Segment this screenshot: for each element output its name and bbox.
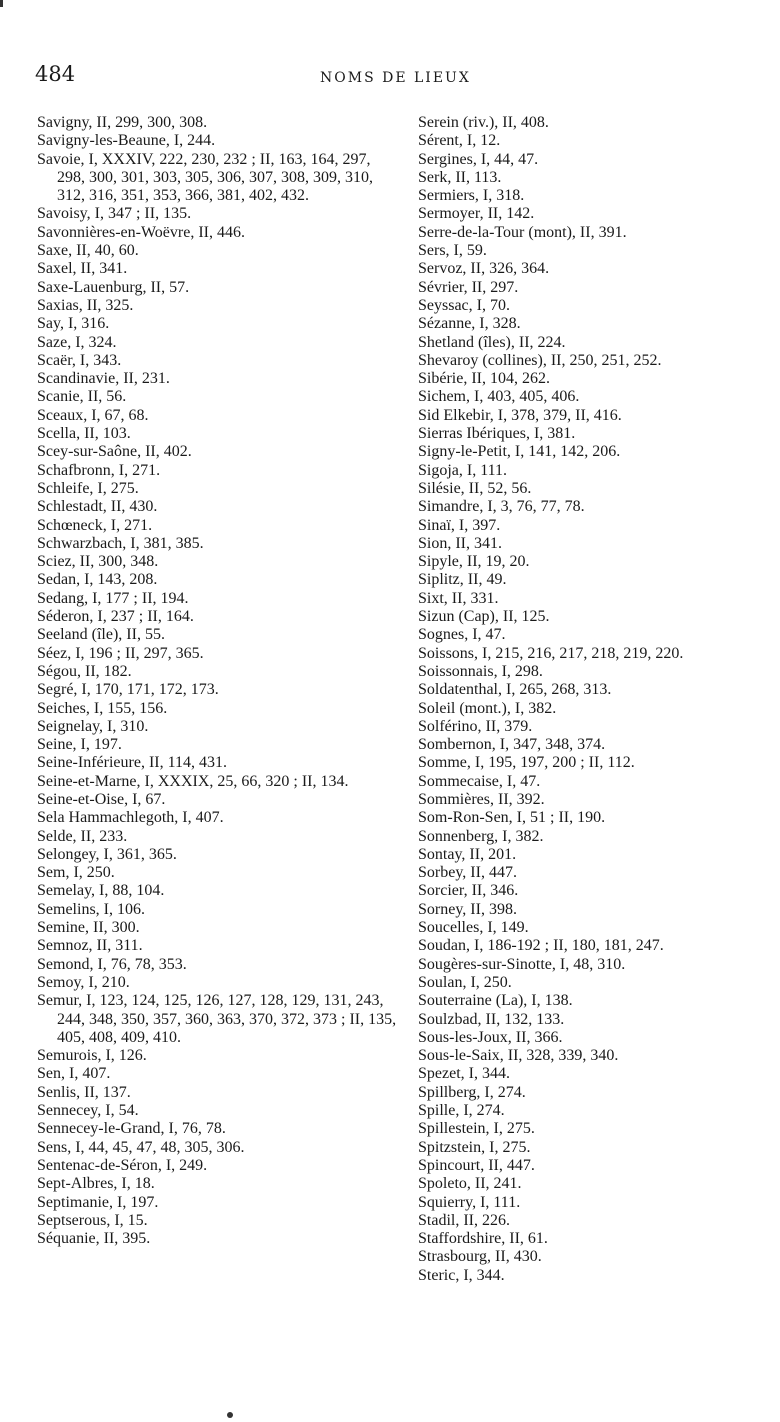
index-entry: Sognes, I, 47. bbox=[418, 626, 506, 644]
index-entry: Siplitz, II, 49. bbox=[418, 571, 507, 589]
index-entry: Sommières, II, 392. bbox=[418, 790, 545, 808]
index-entry: Sonnenberg, I, 382. bbox=[418, 827, 544, 845]
index-entry: Sontay, II, 201. bbox=[418, 845, 517, 863]
index-entry: Scey-sur-Saône, II, 402. bbox=[37, 443, 192, 461]
index-entry: Semur, I, 123, 124, 125, 126, 127, 128, 129, 131, 243, 244, 348, 350, 357, 360, 363, 370, 372, 373 ; II, 135, 405, 408, 409, 410. bbox=[37, 992, 397, 1046]
page-number: 484 bbox=[35, 62, 76, 86]
index-entry: Soulan, I, 250. bbox=[418, 973, 512, 991]
index-entry: Spitzstein, I, 275. bbox=[418, 1138, 531, 1156]
index-entry: Staffordshire, II, 61. bbox=[418, 1230, 548, 1248]
index-entry: Seiches, I, 155, 156. bbox=[37, 699, 168, 717]
index-entry: Seine, I, 197. bbox=[37, 736, 122, 754]
index-entry: Schlestadt, II, 430. bbox=[37, 498, 158, 516]
index-entry: Scanie, II, 56. bbox=[37, 388, 127, 406]
index-entry: Septserous, I, 15. bbox=[37, 1211, 148, 1229]
index-entry: Spoleto, II, 241. bbox=[418, 1175, 522, 1193]
index-entry: Sigoja, I, 111. bbox=[418, 461, 508, 479]
index-entry: Ségou, II, 182. bbox=[37, 662, 132, 680]
index-entry: Seeland (île), II, 55. bbox=[37, 626, 165, 644]
index-entry: Sixt, II, 331. bbox=[418, 589, 499, 607]
index-entry: Schœneck, I, 271. bbox=[37, 516, 153, 534]
index-entry: Soleil (mont.), I, 382. bbox=[418, 699, 557, 717]
index-entry: Scaër, I, 343. bbox=[37, 351, 122, 369]
index-entry: Sévrier, II, 297. bbox=[418, 278, 519, 296]
index-entry: Soulzbad, II, 132, 133. bbox=[418, 1010, 565, 1028]
index-entry: Sennecey-le-Grand, I, 76, 78. bbox=[37, 1120, 226, 1138]
index-entry: Simandre, I, 3, 76, 77, 78. bbox=[418, 498, 585, 516]
index-entry: Septimanie, I, 197. bbox=[37, 1193, 159, 1211]
index-entry: Sedan, I, 143, 208. bbox=[37, 571, 158, 589]
index-entry: Selde, II, 233. bbox=[37, 827, 128, 845]
index-entry: Servoz, II, 326, 364. bbox=[418, 260, 550, 278]
index-entry: Soissonnais, I, 298. bbox=[418, 662, 543, 680]
index-entry: Sept-Albres, I, 18. bbox=[37, 1175, 155, 1193]
index-entry: Senlis, II, 137. bbox=[37, 1083, 131, 1101]
scan-mark-top bbox=[0, 0, 3, 7]
running-title: NOMS DE LIEUX bbox=[320, 70, 471, 86]
index-entry: Seine-et-Marne, I, XXXIX, 25, 66, 320 ; II, 134. bbox=[37, 772, 349, 790]
index-column-left bbox=[37, 114, 397, 1248]
index-entry: Shetland (îles), II, 224. bbox=[418, 333, 566, 351]
index-entry: Sinaï, I, 397. bbox=[418, 516, 501, 534]
index-entry: Savigny-les-Beaune, I, 244. bbox=[37, 132, 216, 150]
index-entry: Sergines, I, 44, 47. bbox=[418, 150, 539, 168]
index-entry: Saxe, II, 40, 60. bbox=[37, 242, 139, 260]
index-entry: Serk, II, 113. bbox=[418, 168, 502, 186]
index-entry: Shevaroy (collines), II, 250, 251, 252. bbox=[418, 351, 662, 369]
index-entry: Saxias, II, 325. bbox=[37, 296, 134, 314]
index-entry: Schwarzbach, I, 381, 385. bbox=[37, 534, 204, 552]
index-entry: Sézanne, I, 328. bbox=[418, 315, 521, 333]
index-entry: Seine-et-Oise, I, 67. bbox=[37, 790, 166, 808]
index-entry: Spillestein, I, 275. bbox=[418, 1120, 535, 1138]
index-entry: Sombernon, I, 347, 348, 374. bbox=[418, 736, 606, 754]
index-entry: Silésie, II, 52, 56. bbox=[418, 479, 532, 497]
index-entry: Spille, I, 274. bbox=[418, 1102, 505, 1120]
index-entry: Séquanie, II, 395. bbox=[37, 1230, 151, 1248]
index-entry: Schleife, I, 275. bbox=[37, 479, 139, 497]
index-entry: Saxel, II, 341. bbox=[37, 260, 128, 278]
index-entry: Scella, II, 103. bbox=[37, 425, 131, 443]
index-entry: Squierry, I, 111. bbox=[418, 1193, 521, 1211]
index-entry: Spincourt, II, 447. bbox=[418, 1156, 535, 1174]
index-entry: Selongey, I, 361, 365. bbox=[37, 845, 177, 863]
index-entry: Sibérie, II, 104, 262. bbox=[418, 370, 550, 388]
index-entry: Sermiers, I, 318. bbox=[418, 187, 525, 205]
index-entry: Sorney, II, 398. bbox=[418, 900, 517, 918]
index-entry: Sem, I, 250. bbox=[37, 864, 115, 882]
index-entry: Say, I, 316. bbox=[37, 315, 110, 333]
index-entry: Semnoz, II, 311. bbox=[37, 937, 143, 955]
index-entry: Sion, II, 341. bbox=[418, 534, 502, 552]
index-entry: Soudan, I, 186-192 ; II, 180, 181, 247. bbox=[418, 937, 664, 955]
index-entry: Saze, I, 324. bbox=[37, 333, 117, 351]
index-entry: Steric, I, 344. bbox=[418, 1266, 505, 1284]
index-entry: Serre-de-la-Tour (mont), II, 391. bbox=[418, 223, 627, 241]
index-entry: Sennecey, I, 54. bbox=[37, 1102, 139, 1120]
index-entry: Séez, I, 196 ; II, 297, 365. bbox=[37, 644, 204, 662]
index-entry: Stadil, II, 226. bbox=[418, 1211, 510, 1229]
index-entry: Semelins, I, 106. bbox=[37, 900, 145, 918]
index-entry: Sceaux, I, 67, 68. bbox=[37, 406, 149, 424]
index-entry: Soissons, I, 215, 216, 217, 218, 219, 220. bbox=[418, 644, 684, 662]
index-entry: Semond, I, 76, 78, 353. bbox=[37, 955, 187, 973]
index-entry: Sermoyer, II, 142. bbox=[418, 205, 535, 223]
index-entry: Semine, II, 300. bbox=[37, 919, 140, 937]
index-entry: Sentenac-de-Séron, I, 249. bbox=[37, 1156, 208, 1174]
index-entry: Solférino, II, 379. bbox=[418, 717, 533, 735]
index-entry: Signy-le-Petit, I, 141, 142, 206. bbox=[418, 443, 621, 461]
index-entry: Sichem, I, 403, 405, 406. bbox=[418, 388, 580, 406]
index-entry: Sers, I, 59. bbox=[418, 242, 487, 260]
index-entry: Savonnières-en-Woëvre, II, 446. bbox=[37, 223, 245, 241]
index-entry: Sorcier, II, 346. bbox=[418, 882, 519, 900]
index-entry: Sens, I, 44, 45, 47, 48, 305, 306. bbox=[37, 1138, 245, 1156]
index-entry: Savigny, II, 299, 300, 308. bbox=[37, 114, 208, 131]
index-entry: Sid Elkebir, I, 378, 379, II, 416. bbox=[418, 406, 622, 424]
index-entry: Segré, I, 170, 171, 172, 173. bbox=[37, 681, 219, 699]
index-entry: Savoie, I, XXXIV, 222, 230, 232 ; II, 163, 164, 297, 298, 300, 301, 303, 305, 306, 307, 308, 309, 310, 312, 316, 351, 353, 366, 381, 402, 432. bbox=[37, 150, 373, 205]
index-entry: Seine-Inférieure, II, 114, 431. bbox=[37, 754, 227, 772]
index-entry: Sommecaise, I, 47. bbox=[418, 772, 541, 790]
index-entry: Schafbronn, I, 271. bbox=[37, 461, 161, 479]
index-entry: Strasbourg, II, 430. bbox=[418, 1248, 542, 1266]
index-entry: Sous-le-Saix, II, 328, 339, 340. bbox=[418, 1047, 619, 1065]
index-entry: Semurois, I, 126. bbox=[37, 1047, 147, 1065]
index-entry: Séderon, I, 237 ; II, 164. bbox=[37, 608, 194, 626]
index-entry: Saxe-Lauenburg, II, 57. bbox=[37, 278, 190, 296]
index-column-right bbox=[418, 114, 780, 1285]
index-entry: Souterraine (La), I, 138. bbox=[418, 992, 573, 1010]
index-entry: Seignelay, I, 310. bbox=[37, 717, 149, 735]
index-entry: Soldatenthal, I, 265, 268, 313. bbox=[418, 681, 612, 699]
index-entry: Sorbey, II, 447. bbox=[418, 864, 517, 882]
index-entry: Som-Ron-Sen, I, 51 ; II, 190. bbox=[418, 809, 606, 827]
index-entry: Semoy, I, 210. bbox=[37, 973, 130, 991]
index-entry: Sela Hammachlegoth, I, 407. bbox=[37, 809, 224, 827]
index-entry: Sizun (Cap), II, 125. bbox=[418, 608, 550, 626]
index-entry: Semelay, I, 88, 104. bbox=[37, 882, 165, 900]
index-entry: Sierras Ibériques, I, 381. bbox=[418, 425, 576, 443]
index-entry: Scandinavie, II, 231. bbox=[37, 370, 170, 388]
index-entry: Spillberg, I, 274. bbox=[418, 1083, 526, 1101]
index-entry: Sipyle, II, 19, 20. bbox=[418, 553, 530, 571]
index-entry: Serein (riv.), II, 408. bbox=[418, 114, 549, 131]
index-entry: Sciez, II, 300, 348. bbox=[37, 553, 159, 571]
index-entry: Somme, I, 195, 197, 200 ; II, 112. bbox=[418, 754, 635, 772]
index-entry: Spezet, I, 344. bbox=[418, 1065, 510, 1083]
index-entry: Sérent, I, 12. bbox=[418, 132, 501, 150]
index-entry: Sous-les-Joux, II, 366. bbox=[418, 1028, 563, 1046]
index-entry: Savoisy, I, 347 ; II, 135. bbox=[37, 205, 192, 223]
scan-mark-bottom bbox=[227, 1412, 233, 1418]
index-entry: Sougères-sur-Sinotte, I, 48, 310. bbox=[418, 955, 626, 973]
index-entry: Sen, I, 407. bbox=[37, 1065, 111, 1083]
index-entry: Sedang, I, 177 ; II, 194. bbox=[37, 589, 189, 607]
index-entry: Soucelles, I, 149. bbox=[418, 919, 529, 937]
index-entry: Seyssac, I, 70. bbox=[418, 296, 510, 314]
